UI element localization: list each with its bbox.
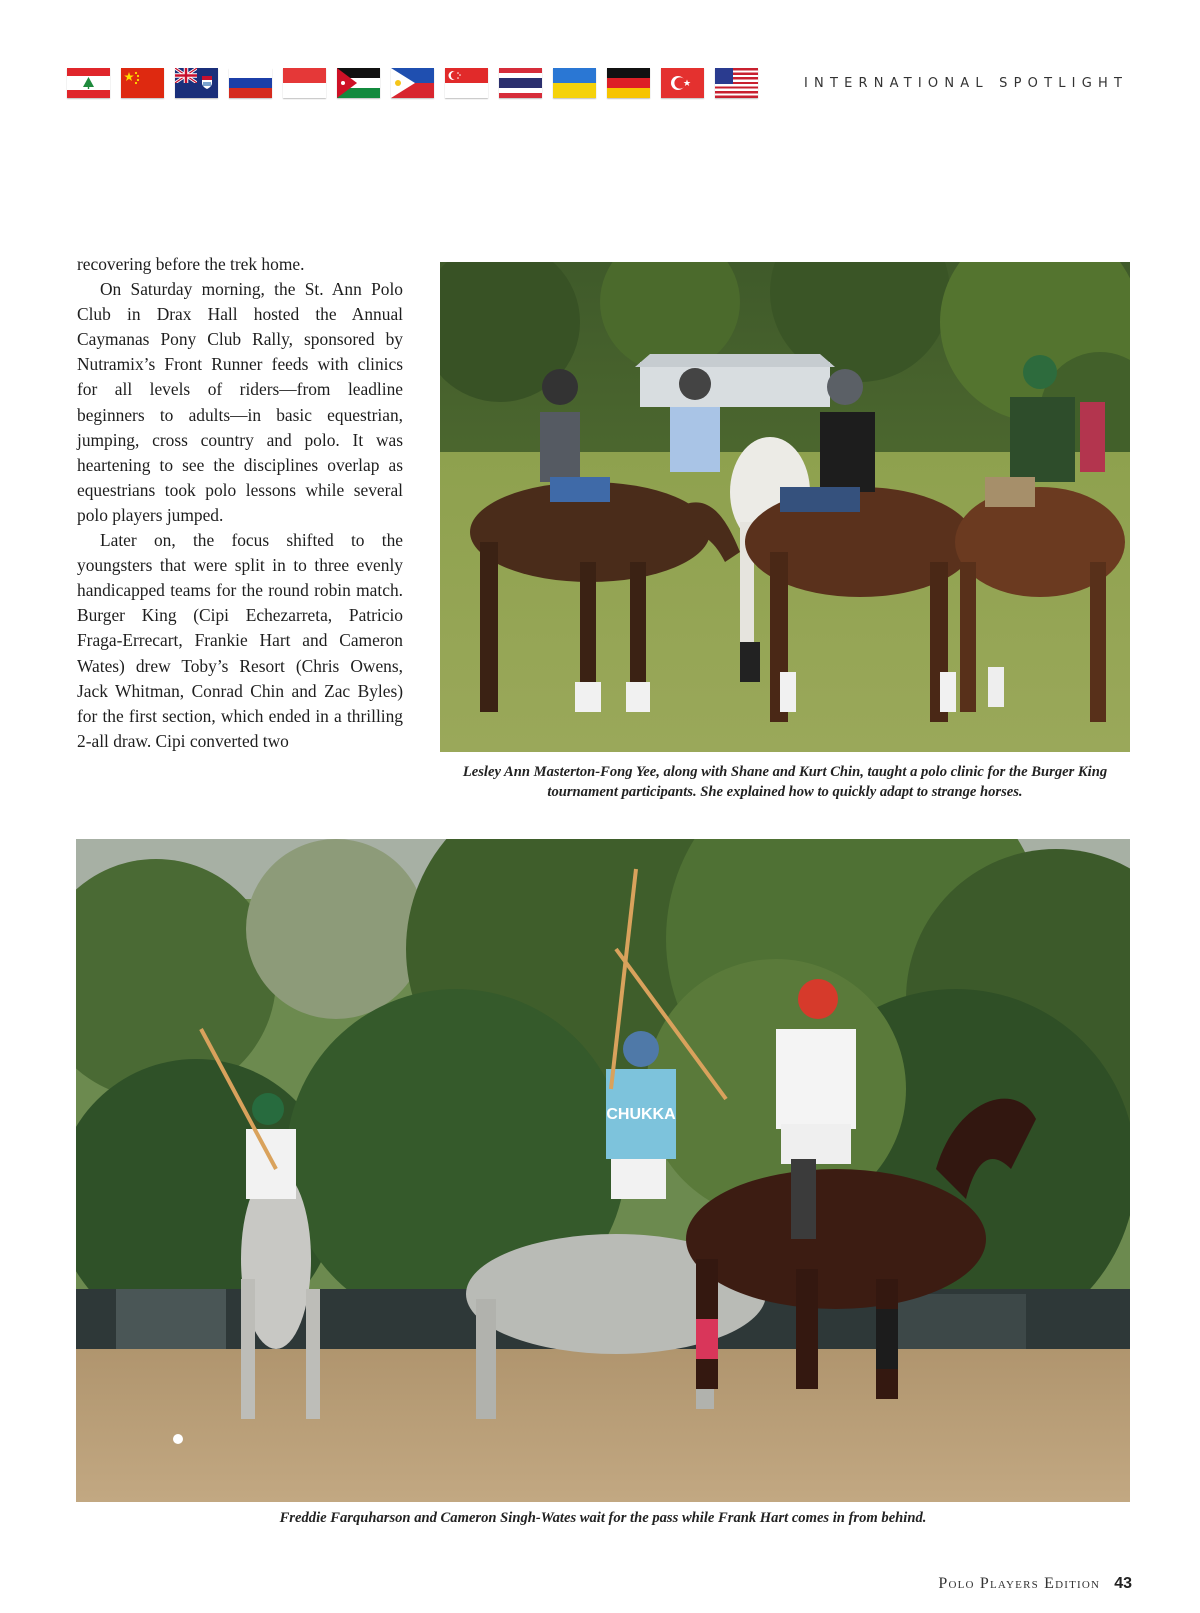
article-paragraph: On Saturday morning, the St. Ann Polo Club in Drax Hall hosted the Annual Caymanas Pony Club Rally, sponsored by Nutramix’s Front Runner feeds with clinics for all levels of riders—from leadline beginners to adults—in basic equestrian, jumping, cross country and polo. It was heartening to see the disciplines overlap as equestrians took polo lessons while several polo players jumped. — [77, 279, 403, 525]
indonesia-flag — [283, 68, 326, 98]
jordan-flag — [337, 68, 380, 98]
cayman-islands-flag — [175, 68, 218, 98]
polo-match-caption: Freddie Farquharson and Cameron Singh-Wates wait for the pass while Frank Hart comes in from behind. — [279, 1510, 927, 1526]
russia-flag — [229, 68, 272, 98]
jersey-text: CHUKKA — [606, 1106, 676, 1123]
ukraine-flag — [553, 68, 596, 98]
philippines-flag — [391, 68, 434, 98]
article-paragraph: recovering before the trek home. — [77, 254, 305, 274]
turkey-flag — [661, 68, 704, 98]
page-number: 43 — [1114, 1575, 1132, 1592]
china-flag — [121, 68, 164, 98]
usa-flag — [715, 68, 758, 98]
flag-strip — [67, 68, 758, 98]
germany-flag — [607, 68, 650, 98]
page-footer — [938, 1575, 1132, 1593]
section-label: INTERNATIONAL SPOTLIGHT — [804, 76, 1129, 91]
article-body — [77, 252, 403, 754]
polo-clinic-caption: Lesley Ann Masterton-Fong Yee, along with Shane and Kurt Chin, taught a polo clinic for the Burger King tournament participants. She explained how to quickly adapt to strange horses. — [462, 764, 1108, 800]
publication-name: Polo Players Edition — [938, 1575, 1101, 1592]
thailand-flag — [499, 68, 542, 98]
singapore-flag — [445, 68, 488, 98]
polo-clinic-photo — [440, 262, 1130, 752]
article-paragraph: Later on, the focus shifted to the youngsters that were split in to three evenly handicapped teams for the round robin match. Burger King (Cipi Echezarreta, Patricio Fraga-Errecart, Frankie Hart and Cameron Wates) drew Toby’s Resort (Chris Owens, Jack Whitman, Conrad Chin and Zac Byles) for the first section, which ended in a thrilling 2-all draw. Cipi converted two — [77, 530, 403, 751]
lebanon-flag — [67, 68, 110, 98]
polo-match-photo — [76, 839, 1130, 1502]
